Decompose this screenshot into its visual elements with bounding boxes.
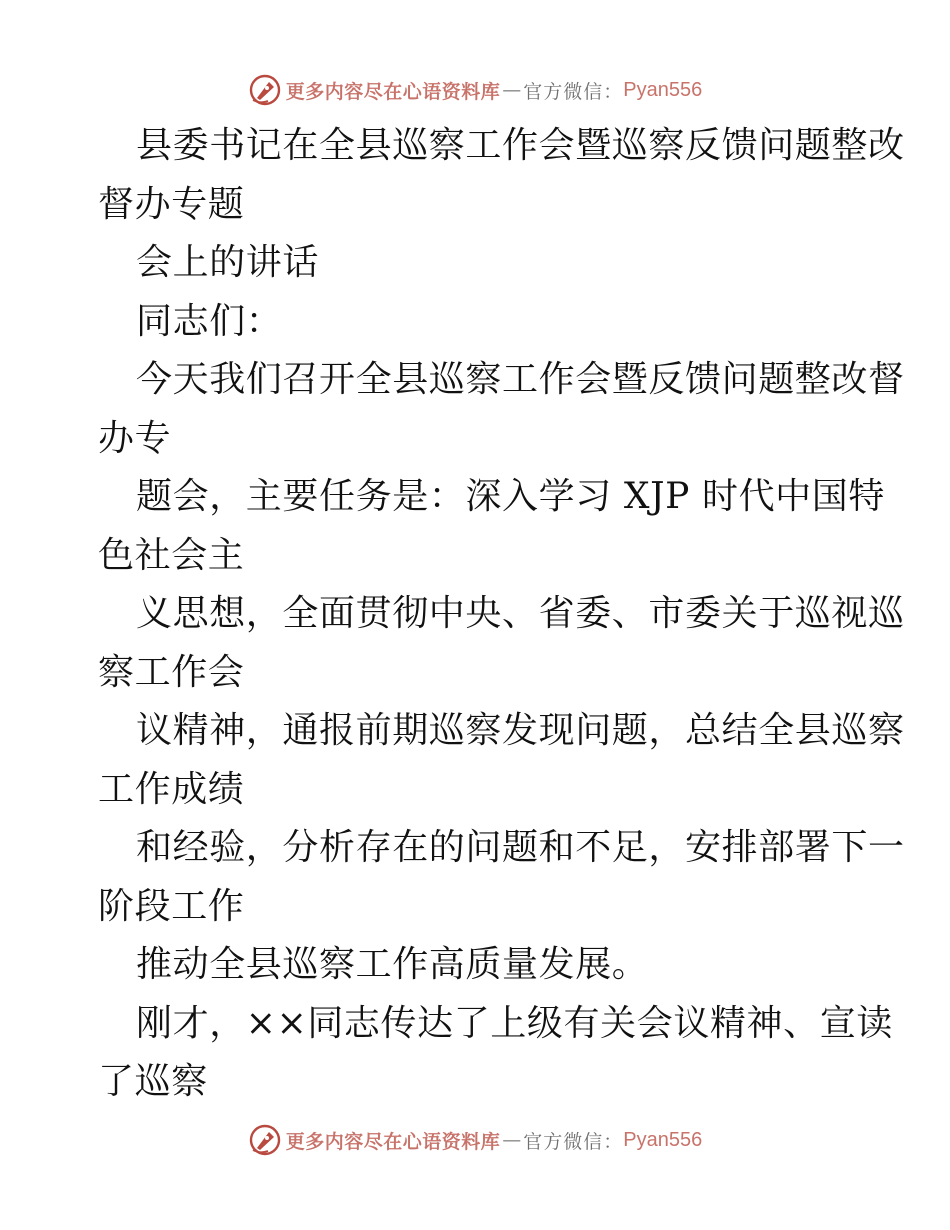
banner-wechat-id: Pyan556 [623, 1128, 703, 1151]
header-banner [0, 70, 950, 110]
paragraph-line: 议精神，通报前期巡察发现问题，总结全县巡察 [136, 710, 905, 751]
paragraph-line: 了巡察 [98, 1061, 208, 1102]
banner-wechat-id: Pyan556 [623, 78, 703, 101]
salutation: 同志们： [136, 300, 283, 342]
footer-banner [0, 1120, 950, 1160]
paragraph-line: 题会，主要任务是：深入学习 XJP 时代中国特 [136, 476, 885, 517]
paragraph-line: 刚才，××同志传达了上级有关会议精神、宣读 [136, 1002, 893, 1044]
doc-title-line-1: 县委书记在全县巡察工作会暨巡察反馈问题整改 [136, 125, 905, 166]
banner-separator: — [502, 79, 522, 101]
banner-wechat-label: 官方微信： [523, 1130, 624, 1153]
banner-wechat-label: 官方微信： [523, 80, 624, 103]
banner-separator: — [502, 1129, 522, 1151]
banner-site-name: 更多内容尽在心语资料库 [285, 1130, 501, 1153]
pen-nib-logo-icon [248, 73, 282, 107]
paragraph-line: 察工作会 [98, 651, 245, 693]
paragraph-line: 工作成绩 [98, 768, 245, 810]
doc-title-line-2: 督办专题 [98, 183, 245, 225]
paragraph-line: 和经验，分析存在的问题和不足，安排部署下一 [136, 827, 905, 868]
paragraph-line: 办专 [98, 417, 172, 459]
paragraph-line: 推动全县巡察工作高质量发展。 [136, 944, 649, 985]
doc-title-line-3: 会上的讲话 [136, 242, 320, 283]
document-body [98, 117, 905, 1112]
pen-nib-logo-icon [248, 1123, 282, 1157]
paragraph-line: 阶段工作 [98, 885, 245, 927]
paragraph-line: 义思想，全面贯彻中央、省委、市委关于巡视巡 [136, 593, 905, 634]
paragraph-line: 色社会主 [98, 534, 245, 576]
banner-site-name: 更多内容尽在心语资料库 [285, 80, 501, 103]
paragraph-line: 今天我们召开全县巡察工作会暨反馈问题整改督 [136, 359, 905, 400]
